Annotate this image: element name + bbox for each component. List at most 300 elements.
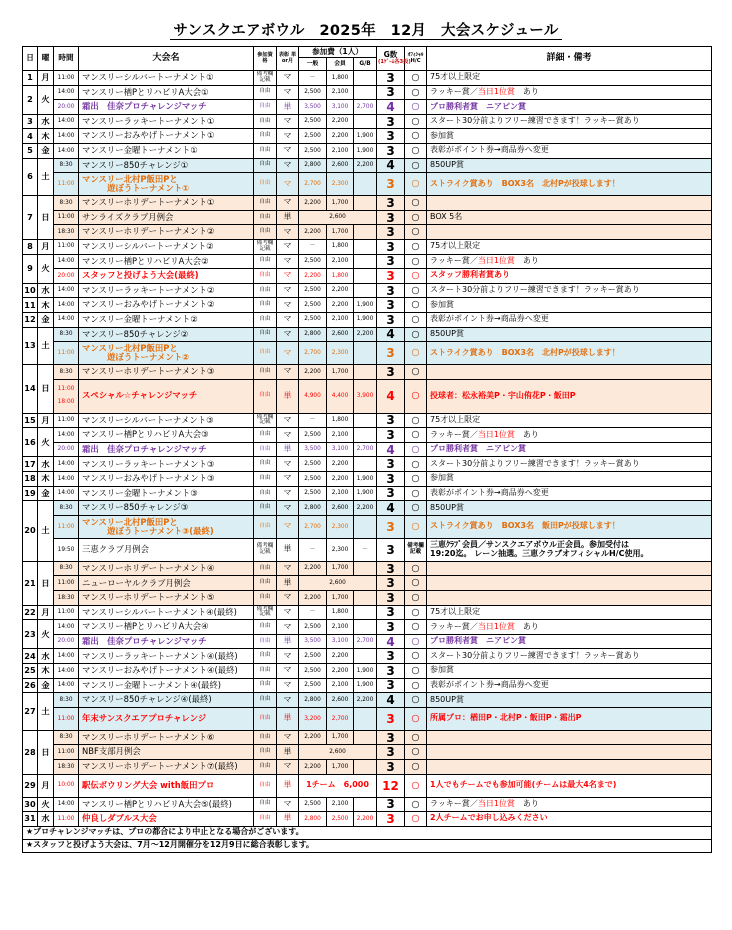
weekday-cell: 金 [38, 678, 54, 693]
table-row [23, 745, 712, 760]
award-type-cell: マ [277, 759, 299, 774]
fee-gb-cell [354, 649, 377, 664]
handicap-cell: ○ [405, 515, 427, 538]
games-cell: 4 [377, 634, 405, 649]
table-row [23, 538, 712, 561]
games-cell: 4 [377, 442, 405, 457]
fee-member-cell: 2,300 [327, 515, 354, 538]
table-row [23, 730, 712, 745]
games-cell: 3 [377, 85, 405, 100]
note-cell: 75才以上限定 [427, 239, 712, 254]
table-row [23, 327, 712, 342]
eligibility-cell: 自由 [254, 797, 277, 812]
note-cell: 表彰がポイント券→商品券へ変更 [427, 678, 712, 693]
note-cell: スタート30分前よりフリー練習できます！ラッキー賞あり [427, 649, 712, 664]
fee-general-cell: 2,800 [299, 501, 327, 516]
note-cell: スタッフ勝利者賞あり [427, 269, 712, 284]
time-cell: 8:30 [54, 693, 79, 708]
fee-general-cell: 2,700 [299, 173, 327, 196]
day-cell: 10 [23, 283, 38, 298]
day-cell: 8 [23, 239, 38, 254]
fee-member-cell: 2,600 [327, 327, 354, 342]
note-cell [427, 561, 712, 576]
weekday-cell: 水 [38, 649, 54, 664]
fee-general-cell: 2,500 [299, 428, 327, 443]
award-type-cell: マ [277, 591, 299, 606]
fee-member-cell: 1,800 [327, 605, 354, 620]
handicap-cell: ○ [405, 442, 427, 457]
fee-cell: 1チーム 6,000 [299, 774, 377, 797]
weekday-cell: 土 [38, 501, 54, 562]
fee-gb-cell: 1,900 [354, 129, 377, 144]
eligibility-cell: 備考欄記載 [254, 538, 277, 561]
fee-cell: 2,600 [299, 210, 377, 225]
event-name: マンスリー850チャレンジ① [79, 158, 254, 173]
note-cell: 850UP賞 [427, 158, 712, 173]
table-row [23, 649, 712, 664]
fee-member-cell: 2,300 [327, 342, 354, 365]
award-type-cell: 単 [277, 812, 299, 827]
table-row [23, 634, 712, 649]
fee-general-cell: － [299, 71, 327, 86]
event-name: マンスリー北村P飯田Pと 遊ぼうトーナメント② [79, 342, 254, 365]
event-name: マンスリーホリデートーナメント③ [79, 365, 254, 380]
award-type-cell: マ [277, 269, 299, 284]
fee-general-cell: 2,500 [299, 114, 327, 129]
day-cell: 11 [23, 298, 38, 313]
fee-member-cell: 2,100 [327, 620, 354, 635]
event-name: マンスリーシルバートーナメント② [79, 239, 254, 254]
fee-member-cell: 3,100 [327, 442, 354, 457]
note-cell: 75才以上限定 [427, 413, 712, 428]
event-name: マンスリー楢PとリハビリA大会④ [79, 620, 254, 635]
event-name: マンスリー850チャレンジ③ [79, 501, 254, 516]
handicap-cell: ○ [405, 561, 427, 576]
games-cell: 3 [377, 759, 405, 774]
time-cell: 20:00 [54, 634, 79, 649]
header-fee-member: 会員 [327, 58, 354, 71]
games-cell: 3 [377, 678, 405, 693]
fee-general-cell: 2,500 [299, 129, 327, 144]
time-cell: 11:00 [54, 342, 79, 365]
event-name: 仲良しダブルス大会 [79, 812, 254, 827]
table-row [23, 210, 712, 225]
fee-gb-cell: 1,900 [354, 298, 377, 313]
note-text: ラッキー賞／ [430, 86, 478, 96]
fee-gb-cell [354, 196, 377, 211]
weekday-cell: 金 [38, 486, 54, 501]
fee-member-cell: 2,200 [327, 457, 354, 472]
handicap-cell: ○ [405, 85, 427, 100]
time-cell: 8:30 [54, 158, 79, 173]
weekday-cell: 土 [38, 327, 54, 365]
games-cell: 3 [377, 298, 405, 313]
weekday-cell: 火 [38, 428, 54, 457]
schedule-table [22, 46, 712, 853]
fee-general-cell: 2,500 [299, 620, 327, 635]
fee-gb-cell [354, 225, 377, 240]
note-cell: 表彰がポイント券→商品券へ変更 [427, 143, 712, 158]
time-cell: 8:30 [54, 327, 79, 342]
note-cell: 850UP賞 [427, 501, 712, 516]
award-type-cell: マ [277, 472, 299, 487]
handicap-cell: ○ [405, 428, 427, 443]
weekday-cell: 火 [38, 254, 54, 283]
games-cell: 3 [377, 620, 405, 635]
weekday-cell: 月 [38, 413, 54, 428]
table-row [23, 812, 712, 827]
event-name: マンスリーラッキートーナメント① [79, 114, 254, 129]
eligibility-cell: 自由 [254, 342, 277, 365]
handicap-cell: ○ [405, 745, 427, 760]
fee-member-cell: 1,800 [327, 413, 354, 428]
table-row [23, 561, 712, 576]
time-cell: 14:00 [54, 649, 79, 664]
games-cell: 3 [377, 129, 405, 144]
award-type-cell: マ [277, 730, 299, 745]
handicap-cell: ○ [405, 693, 427, 708]
weekday-cell: 水 [38, 114, 54, 129]
fee-member-cell: 1,800 [327, 239, 354, 254]
table-row [23, 472, 712, 487]
event-name: 三恵クラブ月例会 [79, 538, 254, 561]
day-cell: 13 [23, 327, 38, 365]
fee-general-cell: 2,500 [299, 283, 327, 298]
games-cell: 3 [377, 515, 405, 538]
table-row [23, 114, 712, 129]
games-cell: 4 [377, 327, 405, 342]
table-row [23, 129, 712, 144]
time-cell: 20:00 [54, 442, 79, 457]
event-name: マンスリー楢PとリハビリA大会⑤(最終) [79, 797, 254, 812]
games-cell: 3 [377, 254, 405, 269]
weekday-cell: 木 [38, 664, 54, 679]
handicap-cell: ○ [405, 591, 427, 606]
fee-gb-cell [354, 620, 377, 635]
note-cell [427, 196, 712, 211]
day-cell: 30 [23, 797, 38, 812]
table-row [23, 379, 712, 413]
note-cell: 850UP賞 [427, 327, 712, 342]
award-type-cell: マ [277, 605, 299, 620]
time-cell: 11:00 18:00 [54, 379, 79, 413]
event-name: サンライズクラブ月例会 [79, 210, 254, 225]
fee-gb-cell [354, 515, 377, 538]
fee-member-cell: 2,100 [327, 678, 354, 693]
weekday-cell: 土 [38, 693, 54, 731]
eligibility-cell: 備考欄記載 [254, 239, 277, 254]
fee-gb-cell: 1,900 [354, 664, 377, 679]
eligibility-cell: 自由 [254, 85, 277, 100]
fee-gb-cell [354, 457, 377, 472]
note-text: あり [514, 621, 539, 631]
table-row [23, 225, 712, 240]
time-cell: 14:00 [54, 486, 79, 501]
note-cell: 75才以上限定 [427, 71, 712, 86]
eligibility-cell: 備考欄記載 [254, 413, 277, 428]
day-cell: 9 [23, 254, 38, 283]
award-type-cell: マ [277, 678, 299, 693]
fee-member-cell: 1,700 [327, 365, 354, 380]
handicap-cell: ○ [405, 365, 427, 380]
weekday-cell: 土 [38, 158, 54, 196]
fee-gb-cell: 2,700 [354, 100, 377, 115]
fee-general-cell: 2,500 [299, 298, 327, 313]
eligibility-cell: 備考欄記載 [254, 71, 277, 86]
fee-general-cell: 3,200 [299, 707, 327, 730]
weekday-cell: 金 [38, 312, 54, 327]
award-type-cell: マ [277, 413, 299, 428]
award-type-cell: マ [277, 797, 299, 812]
games-cell: 4 [377, 379, 405, 413]
games-cell: 3 [377, 730, 405, 745]
eligibility-cell: 自由 [254, 730, 277, 745]
table-row [23, 620, 712, 635]
eligibility-cell: 自由 [254, 100, 277, 115]
games-cell: 4 [377, 158, 405, 173]
handicap-cell: ○ [405, 269, 427, 284]
time-cell: 11:00 [54, 413, 79, 428]
time-cell: 14:00 [54, 298, 79, 313]
fee-gb-cell [354, 71, 377, 86]
note-highlight: 当日1位賞 [477, 798, 515, 808]
event-name: マンスリーラッキートーナメント② [79, 283, 254, 298]
eligibility-cell: 自由 [254, 472, 277, 487]
time-cell: 11:00 [54, 71, 79, 86]
handicap-cell: ○ [405, 664, 427, 679]
time-cell: 14:00 [54, 129, 79, 144]
games-cell: 3 [377, 457, 405, 472]
fee-general-cell: 2,500 [299, 486, 327, 501]
event-name: マンスリーシルバートーナメント④(最終) [79, 605, 254, 620]
note-cell: 表彰がポイント券→商品券へ変更 [427, 486, 712, 501]
time-cell: 11:00 [54, 745, 79, 760]
handicap-cell: ○ [405, 605, 427, 620]
day-cell: 26 [23, 678, 38, 693]
event-name: マンスリー楢PとリハビリA大会③ [79, 428, 254, 443]
award-type-cell: マ [277, 457, 299, 472]
fee-gb-cell: 2,200 [354, 501, 377, 516]
note-cell: スタート30分前よりフリー練習できます！ラッキー賞あり [427, 283, 712, 298]
fee-general-cell: 2,500 [299, 312, 327, 327]
note-cell: 75才以上限定 [427, 605, 712, 620]
eligibility-cell: 自由 [254, 173, 277, 196]
table-row [23, 196, 712, 211]
award-type-cell: マ [277, 428, 299, 443]
fee-member-cell: 2,700 [327, 707, 354, 730]
games-cell: 3 [377, 605, 405, 620]
time-cell: 14:00 [54, 457, 79, 472]
games-cell: 3 [377, 239, 405, 254]
time-cell: 8:30 [54, 561, 79, 576]
note-cell: 投球者：松永裕美P・宇山侑花P・飯田P [427, 379, 712, 413]
day-cell: 15 [23, 413, 38, 428]
fee-member-cell: 2,200 [327, 649, 354, 664]
fee-member-cell: 1,700 [327, 196, 354, 211]
fee-gb-cell [354, 269, 377, 284]
fee-gb-cell: 1,900 [354, 678, 377, 693]
award-type-cell: マ [277, 620, 299, 635]
fee-general-cell: 2,500 [299, 664, 327, 679]
event-name: マンスリー850チャレンジ② [79, 327, 254, 342]
fee-gb-cell: 1,900 [354, 143, 377, 158]
games-cell: 3 [377, 649, 405, 664]
fee-general-cell: 2,500 [299, 143, 327, 158]
table-row [23, 413, 712, 428]
fee-member-cell: 2,200 [327, 129, 354, 144]
fee-member-cell: 2,600 [327, 501, 354, 516]
time-cell: 8:30 [54, 365, 79, 380]
fee-gb-cell [354, 114, 377, 129]
eligibility-cell: 自由 [254, 210, 277, 225]
event-name: マンスリーホリデートーナメント⑤ [79, 591, 254, 606]
note-text: ラッキー賞／ [430, 429, 478, 439]
note-highlight: 当日1位賞 [477, 621, 515, 631]
note-cell: 参加賞 [427, 298, 712, 313]
note-cell: 参加賞 [427, 129, 712, 144]
fee-member-cell: 3,100 [327, 634, 354, 649]
time-cell: 14:00 [54, 85, 79, 100]
fee-general-cell: 2,200 [299, 365, 327, 380]
fee-general-cell: 2,500 [299, 649, 327, 664]
award-type-cell: マ [277, 158, 299, 173]
time-cell: 14:00 [54, 114, 79, 129]
award-type-cell: マ [277, 129, 299, 144]
day-cell: 17 [23, 457, 38, 472]
note-cell: プロ勝利者賞 ニアピン賞 [427, 100, 712, 115]
fee-member-cell: 3,100 [327, 100, 354, 115]
fee-gb-cell [354, 730, 377, 745]
games-cell: 3 [377, 664, 405, 679]
time-cell: 14:00 [54, 143, 79, 158]
fee-member-cell: 1,800 [327, 269, 354, 284]
fee-general-cell: － [299, 239, 327, 254]
time-cell: 14:00 [54, 797, 79, 812]
fee-general-cell: 2,200 [299, 730, 327, 745]
note-cell [427, 797, 712, 812]
fee-gb-cell: 2,200 [354, 158, 377, 173]
fee-general-cell: － [299, 413, 327, 428]
event-name: マンスリー金曜トーナメント② [79, 312, 254, 327]
event-name: マンスリーホリデートーナメント⑥ [79, 730, 254, 745]
note-text: あり [514, 255, 539, 265]
fee-general-cell: 2,200 [299, 591, 327, 606]
note-cell: 850UP賞 [427, 693, 712, 708]
games-cell: 3 [377, 312, 405, 327]
games-cell: 3 [377, 812, 405, 827]
award-type-cell: マ [277, 71, 299, 86]
day-cell: 2 [23, 85, 38, 114]
table-row [23, 678, 712, 693]
fee-gb-cell [354, 561, 377, 576]
handicap-cell: ○ [405, 634, 427, 649]
note-cell: ストライク賞あり BOX3名 飯田Pが投球します！ [427, 515, 712, 538]
eligibility-cell: 自由 [254, 561, 277, 576]
handicap-cell: ○ [405, 649, 427, 664]
note-cell [427, 591, 712, 606]
header-hc: ｵﾌｨｼｬﾙ H/C [405, 47, 427, 71]
note-cell [427, 365, 712, 380]
award-type-cell: マ [277, 561, 299, 576]
award-type-cell: マ [277, 298, 299, 313]
time-cell: 11:00 [54, 210, 79, 225]
event-name: 霜出 佳奈プロチャレンジマッチ [79, 100, 254, 115]
handicap-cell: ○ [405, 730, 427, 745]
note-cell [427, 85, 712, 100]
table-row [23, 576, 712, 591]
time-cell: 14:00 [54, 472, 79, 487]
table-row [23, 759, 712, 774]
handicap-cell: ○ [405, 143, 427, 158]
fee-member-cell: 1,700 [327, 759, 354, 774]
fee-member-cell: 2,100 [327, 254, 354, 269]
award-type-cell: 単 [277, 442, 299, 457]
note-cell [427, 620, 712, 635]
award-type-cell: マ [277, 225, 299, 240]
fee-general-cell: 2,200 [299, 225, 327, 240]
event-name: 霜出 佳奈プロチャレンジマッチ [79, 634, 254, 649]
time-cell: 18:30 [54, 591, 79, 606]
time-cell: 18:30 [54, 225, 79, 240]
fee-general-cell: － [299, 605, 327, 620]
day-cell: 1 [23, 71, 38, 86]
award-type-cell: 単 [277, 745, 299, 760]
day-cell: 24 [23, 649, 38, 664]
header-name: 大会名 [79, 47, 254, 71]
fee-general-cell: 2,800 [299, 158, 327, 173]
day-cell: 19 [23, 486, 38, 501]
handicap-cell: ○ [405, 100, 427, 115]
eligibility-cell: 自由 [254, 678, 277, 693]
games-cell: 3 [377, 269, 405, 284]
time-cell: 14:00 [54, 664, 79, 679]
time-cell: 14:00 [54, 428, 79, 443]
fee-general-cell: 2,200 [299, 196, 327, 211]
fee-general-cell: 2,500 [299, 85, 327, 100]
weekday-cell: 水 [38, 812, 54, 827]
games-cell: 3 [377, 707, 405, 730]
day-cell: 7 [23, 196, 38, 240]
day-cell: 18 [23, 472, 38, 487]
fee-general-cell: 2,700 [299, 342, 327, 365]
games-cell: 3 [377, 114, 405, 129]
time-cell: 11:00 [54, 239, 79, 254]
fee-cell: 2,600 [299, 745, 377, 760]
fee-general-cell: 2,200 [299, 561, 327, 576]
handicap-cell: ○ [405, 707, 427, 730]
header-fee-general: 一般 [299, 58, 327, 71]
event-name: マンスリー850チャレンジ④(最終) [79, 693, 254, 708]
time-cell: 11:00 [54, 605, 79, 620]
note-cell [427, 428, 712, 443]
day-cell: 27 [23, 693, 38, 731]
games-cell: 3 [377, 591, 405, 606]
table-row [23, 501, 712, 516]
time-cell: 11:00 [54, 576, 79, 591]
handicap-cell: ○ [405, 173, 427, 196]
fee-member-cell: 2,100 [327, 797, 354, 812]
award-type-cell: 単 [277, 576, 299, 591]
handicap-cell: ○ [405, 413, 427, 428]
weekday-cell: 水 [38, 457, 54, 472]
weekday-cell: 火 [38, 797, 54, 812]
note-highlight: 当日1位賞 [477, 255, 515, 265]
eligibility-cell: 自由 [254, 114, 277, 129]
fee-member-cell: 1,700 [327, 591, 354, 606]
weekday-cell: 金 [38, 143, 54, 158]
weekday-cell: 木 [38, 298, 54, 313]
event-name: マンスリーシルバートーナメント③ [79, 413, 254, 428]
